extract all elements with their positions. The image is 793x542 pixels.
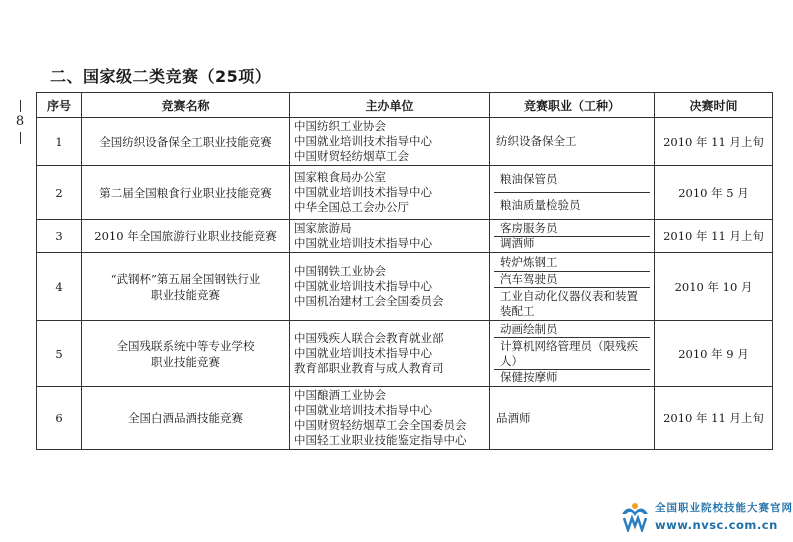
cell-final-date: 2010 年 11 月上旬 — [655, 118, 773, 166]
cell-competition-name — [82, 166, 290, 220]
cell-organizers — [290, 253, 490, 321]
cell-seq: 3 — [37, 220, 82, 253]
cell-competition-name — [82, 321, 290, 387]
page-number — [13, 98, 27, 146]
cell-seq: 1 — [37, 118, 82, 166]
organizer-line: 中国就业培训技术指导中心 — [294, 279, 432, 293]
organizer-line: 国家旅游局 — [294, 221, 352, 235]
organizer-line: 中国轻工业职业技能鉴定指导中心 — [294, 433, 467, 447]
organizer-line: 中国就业培训技术指导中心 — [294, 346, 432, 360]
organizer-line: 中国机冶建材工会全国委员会 — [294, 294, 444, 308]
section-title: 二、国家级二类竞赛（25项） — [50, 67, 272, 86]
cell-final-date: 2010 年 5 月 — [655, 166, 773, 220]
cell-organizers — [290, 387, 490, 450]
competition-name-line: 全国白酒品酒技能竞赛 — [128, 411, 243, 425]
header-organizer: 主办单位 — [290, 93, 490, 118]
cell-organizers — [290, 118, 490, 166]
table-row — [37, 253, 773, 321]
job-item: 转炉炼钢工 — [494, 254, 650, 272]
header-date: 决赛时间 — [655, 93, 773, 118]
organizer-line: 中国就业培训技术指导中心 — [294, 236, 432, 250]
page-number-dash-bottom — [20, 132, 21, 144]
cell-jobs — [490, 321, 655, 387]
cell-jobs — [490, 253, 655, 321]
job-item: 粮油保管员 — [494, 167, 650, 193]
organizer-line: 中国财贸轻纺烟草工会 — [294, 149, 409, 163]
watermark-text: 全国职业院校技能大赛官网 — [655, 502, 793, 514]
cell-final-date: 2010 年 11 月上旬 — [655, 387, 773, 450]
header-job: 竞赛职业（工种） — [490, 93, 655, 118]
job-item: 计算机网络管理员（限残疾人） — [494, 338, 650, 370]
table-row — [37, 321, 773, 387]
job-item: 动画绘制员 — [494, 322, 650, 338]
header-name: 竞赛名称 — [82, 93, 290, 118]
competition-name-line: 2010 年全国旅游行业职业技能竞赛 — [94, 229, 277, 243]
job-item: 保健按摩师 — [500, 370, 558, 384]
competition-name-line: 职业技能竞赛 — [151, 354, 220, 369]
job-item: 粮油质量检验员 — [500, 198, 581, 212]
cell-final-date: 2010 年 9 月 — [655, 321, 773, 387]
competition-name-line: 全国纺织设备保全工职业技能竞赛 — [99, 134, 272, 149]
organizer-line: 中国财贸轻纺烟草工会全国委员会 — [294, 418, 467, 432]
competition-table — [36, 92, 773, 450]
competition-name-line: 第二届全国粮食行业职业技能竞赛 — [99, 185, 272, 200]
cell-competition-name — [82, 387, 290, 450]
organizer-line: 中国就业培训技术指导中心 — [294, 185, 432, 199]
cell-competition-name — [82, 253, 290, 321]
job-item: 汽车驾驶员 — [494, 272, 650, 288]
competition-name-line: 全国残联系统中等专业学校 — [116, 338, 255, 353]
organizer-line: 中国残疾人联合会教育就业部 — [294, 331, 444, 345]
cell-competition-name — [82, 220, 290, 253]
cell-seq: 2 — [37, 166, 82, 220]
cell-organizers — [290, 166, 490, 220]
page-number-dash-top — [20, 100, 21, 112]
cell-seq: 4 — [37, 253, 82, 321]
cell-seq: 5 — [37, 321, 82, 387]
organizer-line: 中国纺织工业协会 — [294, 119, 386, 133]
job-item: 品酒师 — [496, 410, 531, 425]
cell-jobs — [490, 387, 655, 450]
job-item: 纺织设备保全工 — [496, 134, 577, 148]
cell-competition-name — [82, 118, 290, 166]
competition-name-line: “武钢杯”第五届全国钢铁行业 — [110, 271, 261, 286]
organizer-line: 中国钢铁工业协会 — [294, 264, 386, 278]
organizer-line: 中国就业培训技术指导中心 — [294, 403, 432, 417]
organizer-line: 中华全国总工会办公厅 — [294, 200, 409, 214]
nvsc-logo-icon — [618, 496, 652, 532]
cell-organizers — [290, 220, 490, 253]
organizer-line: 教育部职业教育与成人教育司 — [294, 361, 444, 375]
cell-seq: 6 — [37, 387, 82, 450]
table-row — [37, 387, 773, 450]
cell-final-date: 2010 年 10 月 — [655, 253, 773, 321]
cell-jobs — [490, 118, 655, 166]
cell-jobs — [490, 166, 655, 220]
watermark-url: www.nvsc.com.cn — [655, 518, 778, 532]
job-item: 调酒师 — [500, 236, 535, 250]
job-item: 工业自动化仪器仪表和装置装配工 — [500, 288, 638, 318]
organizer-line: 中国酿酒工业协会 — [294, 388, 386, 402]
table-row — [37, 118, 773, 166]
competition-name-line: 职业技能竞赛 — [151, 287, 220, 302]
cell-jobs — [490, 220, 655, 253]
organizer-line: 国家粮食局办公室 — [294, 170, 386, 184]
header-seq: 序号 — [37, 93, 82, 118]
job-item: 客房服务员 — [494, 222, 650, 237]
organizer-line: 中国就业培训技术指导中心 — [294, 134, 432, 148]
table-row — [37, 220, 773, 253]
table-header-row — [37, 93, 773, 118]
cell-final-date: 2010 年 11 月上旬 — [655, 220, 773, 253]
cell-organizers — [290, 321, 490, 387]
table-row — [37, 166, 773, 220]
page-number-value: 8 — [15, 114, 25, 129]
